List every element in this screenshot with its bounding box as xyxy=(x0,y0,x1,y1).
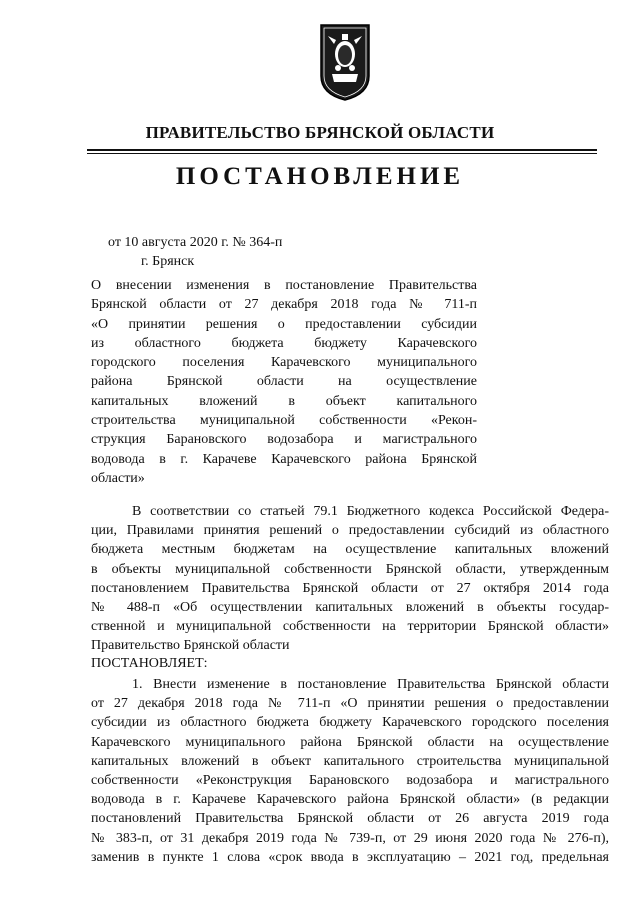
subject-line: О внесении изменения в постановление Правительства xyxy=(91,278,477,293)
subject-line: Брянской области от 27 декабря 2018 года № 711-п xyxy=(91,297,477,313)
subject-line: струкция Барановского водозабора и магистрального xyxy=(91,432,477,448)
subject-line: «О принятии решения о предоставлении субсидии xyxy=(91,316,477,332)
subject-block xyxy=(91,276,477,488)
document-city: г. Брянск xyxy=(141,254,195,269)
header-rule-thick xyxy=(87,149,597,151)
preamble-line: ции, Правилами принятия решений о предоставлении субсидий из областного xyxy=(91,523,609,539)
item-1-line: Карачевского муниципального района Брянской области на осуществление xyxy=(91,734,609,750)
item-1-line: субсидии из областного бюджета бюджету Карачевского городского поселения xyxy=(91,715,609,731)
subject-line: капитальных вложений в объект капитального xyxy=(91,393,477,409)
subject-line: городского поселения Карачевского муниципального xyxy=(91,355,477,371)
preamble-line: бюджета местным бюджетам на осуществление капитальных вложений xyxy=(91,542,609,558)
preamble-line: в объекты муниципальной собственности Брянской области, утвержденным xyxy=(91,561,609,577)
document-title: ПОСТАНОВЛЕНИЕ xyxy=(175,163,465,190)
preamble-paragraph xyxy=(91,502,609,656)
item-1-line: № 383-п, от 31 декабря 2019 года № 739-п, от 29 июня 2020 года № 276-п), xyxy=(91,830,609,846)
subject-line: района Брянской области на осуществление xyxy=(91,374,477,390)
item-1-line: от 27 декабря 2018 года № 711-п «О принятии решения о предоставлении xyxy=(91,696,609,712)
subject-line: области» xyxy=(91,470,145,486)
item-1-line: собственности «Реконструкция Барановского водозабора и магистрального xyxy=(91,773,609,789)
item-1-line: водовода в г. Карачеве Карачевского района Брянской области» (в редакции xyxy=(91,792,609,808)
resolves-text: ПОСТАНОВЛЯЕТ: xyxy=(91,656,208,671)
item-1-line: постановлений Правительства Брянской области от 26 августа 2019 года xyxy=(91,811,609,827)
header-rule-thin xyxy=(87,153,597,154)
coat-of-arms-emblem xyxy=(318,22,372,102)
item-1-paragraph xyxy=(91,675,609,867)
preamble-line: постановлением Правительства Брянской области от 27 октября 2014 года xyxy=(91,580,609,596)
subject-line: из областного бюджета бюджету Карачевского xyxy=(91,335,477,351)
document-date-number: от 10 августа 2020 г. № 364-п xyxy=(108,235,283,250)
item-1-line: заменив в пункте 1 слова «срок ввода в эксплуатацию – 2021 год, предельная xyxy=(91,849,609,865)
preamble-line: В соответствии со статьей 79.1 Бюджетного кодекса Российской Федера- xyxy=(132,504,609,519)
resolves-heading xyxy=(91,654,609,673)
subject-line: водовода в г. Карачеве Карачевского района Брянской xyxy=(91,451,477,467)
government-name: ПРАВИТЕЛЬСТВО БРЯНСКОЙ ОБЛАСТИ xyxy=(145,123,495,142)
item-1-line: 1. Внести изменение в постановление Правительства Брянской области xyxy=(132,677,609,692)
preamble-line: ственной и муниципальной собственности на территории Брянской области» xyxy=(91,619,609,635)
subject-line: строительства муниципальной собственности «Рекон- xyxy=(91,413,477,429)
preamble-line: Правительство Брянской области xyxy=(91,638,290,654)
item-1-line: капитальных вложений в объект капитального строительства муниципальной xyxy=(91,753,609,769)
preamble-line: № 488-п «Об осуществлении капитальных вложений в объекты государ- xyxy=(91,600,609,616)
